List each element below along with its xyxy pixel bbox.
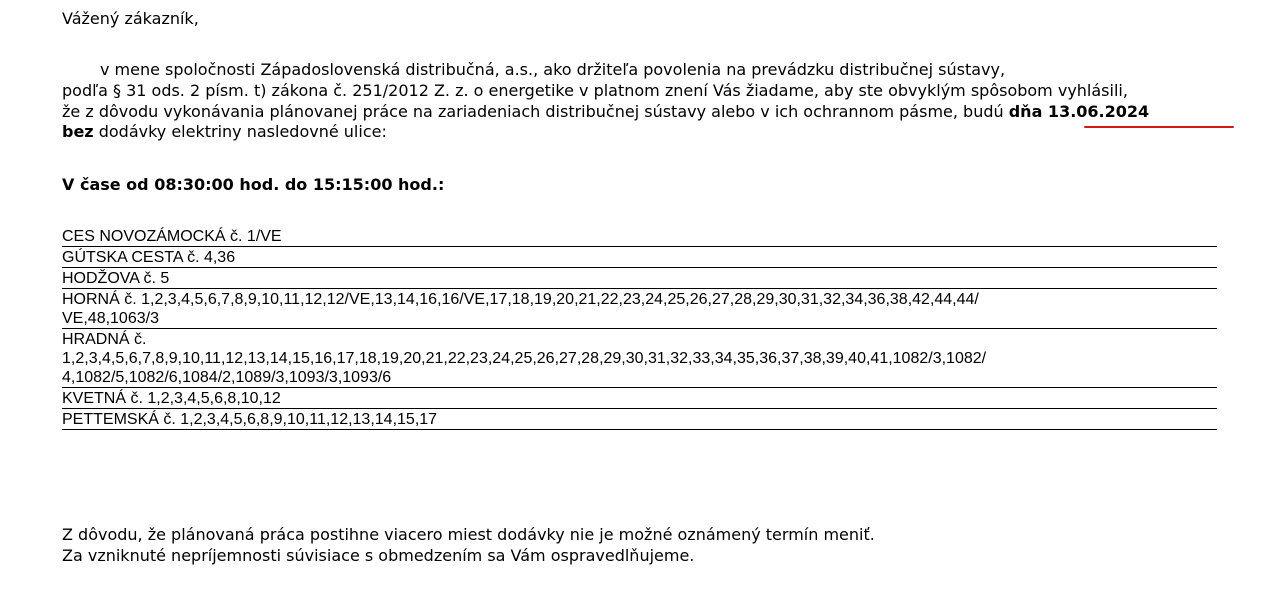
street-row [62,289,1217,329]
street-row [62,247,1217,268]
date-highlight-underline [1084,126,1234,128]
street-row [62,268,1217,289]
street-row-text: KVETNÁ č. 1,2,3,4,5,6,8,10,12 [62,390,281,407]
street-row-text: CES NOVOZÁMOCKÁ č. 1/VE [62,228,282,245]
street-row-text: PETTEMSKÁ č. 1,2,3,4,5,6,8,9,10,11,12,13,14,15,17 [62,411,438,428]
street-row-text: HRADNÁ č. [62,331,147,348]
footer-line-1: Z dôvodu, že plánovaná práca postihne viacero miest dodávky nie je možné oznámený termín meniť. [62,525,875,544]
street-row [62,226,1217,247]
paragraph-line-3 [62,102,1149,122]
street-row [62,409,1217,430]
street-row-text: 4,1082/5,1082/6,1084/2,1089/3,1093/3,1093/6 [62,369,392,386]
paragraph-line-4 [62,122,387,142]
street-row-text: 1,2,3,4,5,6,7,8,9,10,11,12,13,14,15,16,17,18,19,20,21,22,23,24,25,26,27,28,29,30,31,32,33,34,35,36,37,38,39,40,41,1082/3,1082/ [62,350,987,367]
without-label: bez [62,122,94,141]
street-row [62,329,1217,388]
outage-date: dňa 13.06.2024 [1008,102,1150,121]
street-row-text: VE,48,1063/3 [62,310,159,327]
time-heading: V čase od 08:30:00 hod. do 15:15:00 hod.: [62,175,445,194]
streets-table [62,226,1217,430]
paragraph-line-3-text: že z dôvodu vykonávania plánovanej práce na zariadeniach distribučnej sústavy alebo v ich ochrannom pásme, budú [62,102,1009,121]
paragraph-line-2: podľa § 31 ods. 2 písm. t) zákona č. 251/2012 Z. z. o energetike v platnom znení Vás žiadame, aby ste obvyklým spôsobom vyhlásili, [62,81,1128,100]
greeting: Vážený zákazník, [62,9,199,28]
paragraph-line-4-text: dodávky elektriny nasledovné ulice: [93,122,387,141]
street-row [62,388,1217,409]
street-row-text: HODŽOVA č. 5 [62,270,170,287]
street-row-text: GÚTSKA CESTA č. 4,36 [62,249,236,266]
paragraph-line-1: v mene spoločnosti Západoslovenská distribučná, a.s., ako držiteľa povolenia na prevádzku distribučnej sústavy, [100,60,1006,79]
footer-line-2: Za vzniknuté nepríjemnosti súvisiace s obmedzením sa Vám ospravedlňujeme. [62,546,695,565]
street-row-text: HORNÁ č. 1,2,3,4,5,6,7,8,9,10,11,12,12/VE,13,14,16,16/VE,17,18,19,20,21,22,23,24,25,26,27,28,29,30,31,32,34,36,38,42,44,44/ [62,291,979,308]
